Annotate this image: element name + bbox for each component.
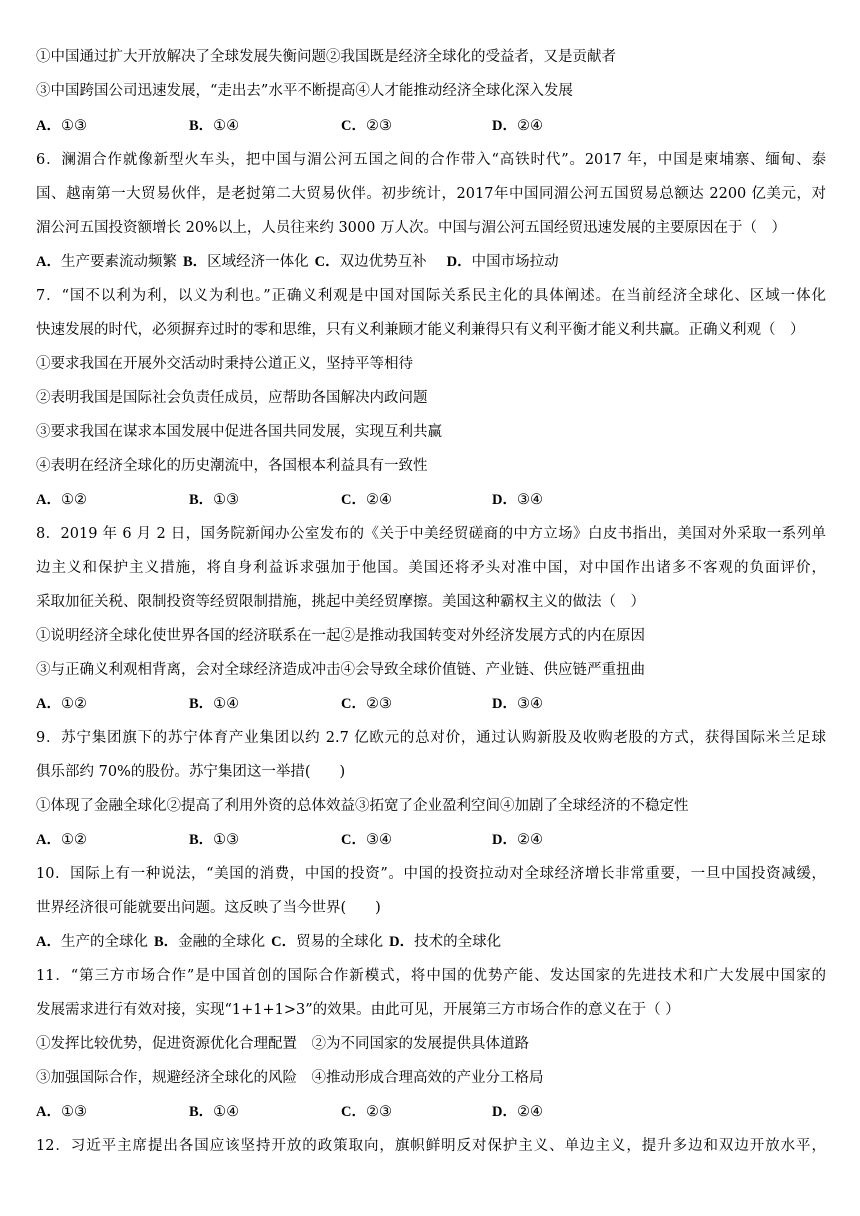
q10-options <box>36 932 507 952</box>
question-9-line: 9．苏宁集团旗下的苏宁体育产业集团以约 2.7 亿欧元的总对价，通过认购新股及收购老股的方式，获得国际米兰足球 <box>36 730 826 746</box>
statement-line: ①体现了金融全球化②提高了利用外资的总体效益③拓宽了企业盈利空间④加剧了全球经济的不稳定性 <box>36 798 689 814</box>
q9-options <box>36 830 826 850</box>
question-10-line: 10．国际上有一种说法，“美国的消费，中国的投资”。中国的投资拉动对全球经济增长非常重要，一旦中国投资减缓， <box>36 866 826 882</box>
option-c[interactable]: C．②③ <box>341 1104 392 1120</box>
statement-line: ④表明在经济全球化的历史潮流中，各国根本利益具有一致性 <box>36 458 428 474</box>
option-b[interactable]: B．①④ <box>189 1104 240 1120</box>
option-b[interactable]: B．区域经济一体化 <box>182 254 309 270</box>
option-b[interactable]: B．①③ <box>189 492 240 508</box>
question-11-line: 发展需求进行有效对接，实现“1+1+1>3”的效果。由此可见，开展第三方市场合作的意义在于（ ） <box>36 1002 680 1018</box>
option-a[interactable]: A．①② <box>36 492 87 508</box>
question-12-line: 12．习近平主席提出各国应该坚持开放的政策取向，旗帜鲜明反对保护主义、单边主义，提升多边和双边开放水平， <box>36 1138 826 1154</box>
option-c[interactable]: C．双边优势互补 <box>314 254 427 270</box>
question-7-line: 7．“国不以利为利，以义为利也。”正确义利观是中国对国际关系民主化的具体阐述。在当前经济全球化、区域一体化 <box>36 288 826 304</box>
option-c[interactable]: C．贸易的全球化 <box>271 934 384 950</box>
statement-line: ①发挥比较优势，促进资源优化合理配置 ②为不同国家的发展提供具体道路 <box>36 1036 529 1052</box>
option-b[interactable]: B．①④ <box>189 696 240 712</box>
question-6-line: 6．澜湄合作就像新型火车头，把中国与湄公河五国之间的合作带入“高铁时代”。2017 年，中国是柬埔寨、缅甸、泰 <box>36 152 826 168</box>
q8-options <box>36 694 826 714</box>
option-a[interactable]: A．生产的全球化 <box>36 934 148 950</box>
question-8-line: 边主义和保护主义措施，将自身利益诉求强加于他国。美国还将矛头对准中国，对中国作出诸多不客观的负面评价， <box>36 560 826 576</box>
option-a[interactable]: A．①② <box>36 832 87 848</box>
statement-line: ①中国通过扩大开放解决了全球发展失衡问题②我国既是经济全球化的受益者，又是贡献者 <box>36 49 616 65</box>
option-d[interactable]: D．②④ <box>492 118 543 134</box>
option-d[interactable]: D．技术的全球化 <box>389 934 502 950</box>
question-11-line: 11．“第三方市场合作”是中国首创的国际合作新模式，将中国的优势产能、发达国家的先进技术和广大发展中国家的 <box>36 968 826 984</box>
option-b[interactable]: B．金融的全球化 <box>153 934 266 950</box>
option-c[interactable]: C．③④ <box>341 832 392 848</box>
option-a[interactable]: A．生产要素流动频繁 <box>36 254 177 270</box>
option-d[interactable]: D．②④ <box>492 1104 543 1120</box>
option-b[interactable]: B．①④ <box>189 118 240 134</box>
question-7-line: 快速发展的时代，必须摒弃过时的零和思维，只有义利兼顾才能义利兼得只有义利平衡才能义利共赢。正确义利观（ ） <box>36 322 805 338</box>
statement-line: ②表明我国是国际社会负责任成员，应帮助各国解决内政问题 <box>36 390 428 406</box>
option-d[interactable]: D．中国市场拉动 <box>446 254 559 270</box>
question-8-line: 采取加征关税、限制投资等经贸限制措施，挑起中美经贸摩擦。美国这种霸权主义的做法（ ） <box>36 594 645 610</box>
question-6-line: 湄公河五国投资额增长 20%以上，人员往来约 3000 万人次。中国与湄公河五国经贸迅速发展的主要原因在于（ ） <box>36 220 786 236</box>
statement-line: ③与正确义利观相背离，会对全球经济造成冲击④会导致全球价值链、产业链、供应链严重扭曲 <box>36 662 645 678</box>
question-10-line: 世界经济很可能就要出问题。这反映了当今世界( ) <box>36 900 381 916</box>
option-d[interactable]: D．③④ <box>492 696 543 712</box>
option-a[interactable]: A．①② <box>36 696 87 712</box>
q6-options <box>36 252 565 272</box>
statement-line: ①说明经济全球化使世界各国的经济联系在一起②是推动我国转变对外经济发展方式的内在原因 <box>36 628 645 644</box>
option-a[interactable]: A．①③ <box>36 118 87 134</box>
q11-options <box>36 1102 826 1122</box>
option-d[interactable]: D．②④ <box>492 832 543 848</box>
question-8-line: 8．2019 年 6 月 2 日，国务院新闻办公室发布的《关于中美经贸磋商的中方立场》白皮书指出，美国对外采取一系列单 <box>36 526 826 542</box>
q5-options <box>36 116 826 136</box>
statement-line: ③中国跨国公司迅速发展，“走出去”水平不断提高④人才能推动经济全球化深入发展 <box>36 83 573 99</box>
option-c[interactable]: C．②④ <box>341 492 392 508</box>
question-9-line: 俱乐部约 70%的股份。苏宁集团这一举措( ) <box>36 764 346 780</box>
option-a[interactable]: A．①③ <box>36 1104 87 1120</box>
option-b[interactable]: B．①③ <box>189 832 240 848</box>
q7-options <box>36 490 826 510</box>
statement-line: ①要求我国在开展外交活动时秉持公道正义，坚持平等相待 <box>36 356 413 372</box>
statement-line: ③要求我国在谋求本国发展中促进各国共同发展，实现互利共赢 <box>36 424 442 440</box>
option-d[interactable]: D．③④ <box>492 492 543 508</box>
statement-line: ③加强国际合作，规避经济全球化的风险 ④推动形成合理高效的产业分工格局 <box>36 1070 544 1086</box>
question-6-line: 国、越南第一大贸易伙伴，是老挝第二大贸易伙伴。初步统计，2017年中国同湄公河五国贸易总额达 2200 亿美元，对 <box>36 186 826 202</box>
option-c[interactable]: C．②③ <box>341 118 392 134</box>
option-c[interactable]: C．②③ <box>341 696 392 712</box>
